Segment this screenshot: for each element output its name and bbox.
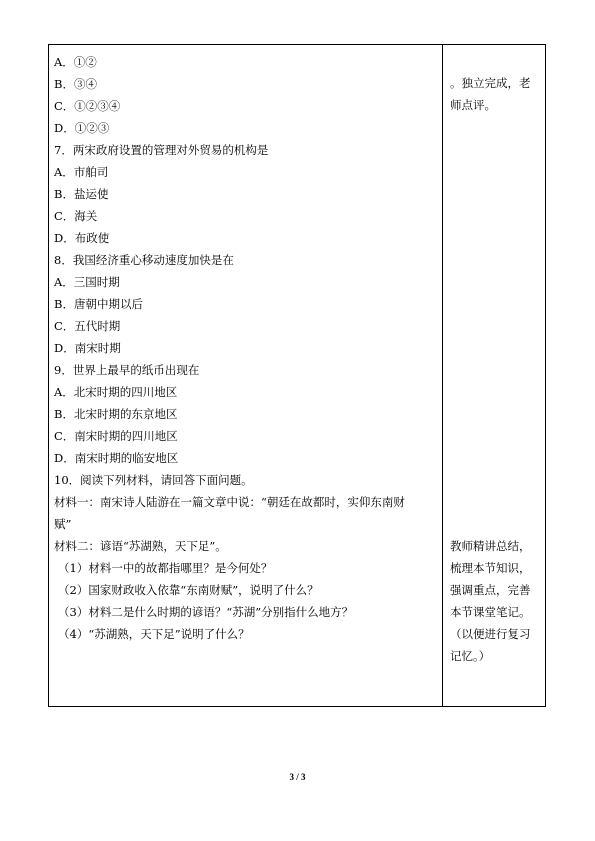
option-line: A．①②: [54, 55, 97, 69]
sub-question: （4）“苏湖熟，天下足”说明了什么？: [58, 627, 250, 641]
side-note-line: 本节课堂笔记。: [450, 605, 531, 619]
option-line: C．①②③④: [54, 99, 121, 113]
side-note-line: （以便进行复习: [450, 627, 531, 641]
lesson-table: [48, 44, 546, 707]
option-line: D．南宋时期的临安地区: [54, 451, 179, 465]
material-1-line: 材料一：南宋诗人陆游在一篇文章中说：“朝廷在故都时，实仰东南财: [54, 495, 405, 509]
sub-question: （2）国家财政收入依靠“东南财赋”，说明了什么？: [58, 583, 319, 597]
question-7: 7．两宋政府设置的管理对外贸易的机构是: [54, 143, 269, 157]
option-line: B．③④: [54, 77, 97, 91]
material-1-line: 赋”: [54, 517, 72, 531]
option-line: D．布政使: [54, 231, 110, 245]
option-line: A．市舶司: [54, 165, 109, 179]
option-line: B．盐运使: [54, 187, 109, 201]
option-line: A．北宋时期的四川地区: [54, 385, 178, 399]
side-note-line: 记忆。）: [450, 649, 491, 663]
option-line: B．北宋时期的东京地区: [54, 407, 178, 421]
sub-question: （3）材料二是什么时期的谚语？“苏湖”分别指什么地方？: [58, 605, 354, 619]
option-line: D．①②③: [54, 121, 110, 135]
page-number: 3 / 3: [289, 772, 306, 782]
material-2-line: 材料二：谚语“苏湖熟，天下足”。: [54, 539, 227, 553]
option-line: C．南宋时期的四川地区: [54, 429, 178, 443]
question-9: 9．世界上最早的纸币出现在: [54, 363, 200, 377]
option-line: A．三国时期: [54, 275, 120, 289]
option-line: C．海关: [54, 209, 98, 223]
side-note-line: 师点评。: [450, 98, 496, 112]
side-note-line: 强调重点，完善: [450, 583, 531, 597]
option-line: C．五代时期: [54, 319, 121, 333]
option-line: B．唐朝中期以后: [54, 297, 143, 311]
column-divider: [442, 45, 443, 706]
question-8: 8．我国经济重心移动速度加快是在: [54, 253, 234, 267]
question-10: 10．阅读下列材料，请回答下面问题。: [54, 473, 253, 487]
option-line: D．南宋时期: [54, 341, 121, 355]
side-note-line: 梳理本节知识，: [450, 561, 531, 575]
sub-question: （1）材料一中的故都指哪里？是今何处？: [58, 561, 273, 575]
side-note-line: 教师精讲总结，: [450, 539, 531, 553]
side-note-line: 。独立完成，老: [450, 76, 531, 90]
